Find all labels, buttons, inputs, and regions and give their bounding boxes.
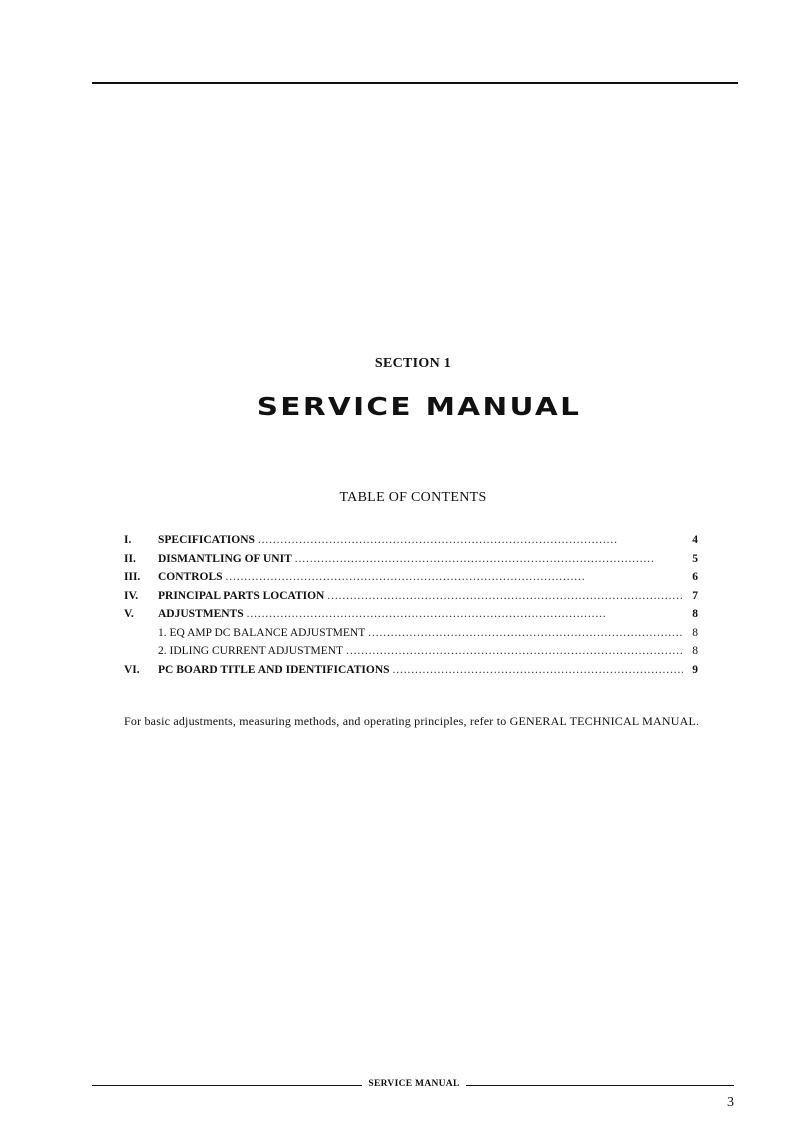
page-title: SERVICE MANUAL [256,392,582,421]
toc-entry-label: DISMANTLING OF UNIT [158,552,292,565]
toc-entry-label: SPECIFICATIONS [158,534,255,546]
toc-entry-controls [124,568,698,587]
toc-entry-page: 7 [692,589,698,602]
toc-entry-number: V. [124,608,134,620]
toc-entry-page: 9 [692,663,698,676]
toc-entry-label: PC BOARD TITLE AND IDENTIFICATIONS [158,663,390,676]
dot-leader [327,587,683,606]
toc-entry-number: VI. [124,663,140,676]
toc-entry-specifications [124,531,698,550]
toc-subentry-idling-current [124,642,698,661]
toc-entry-page: 5 [692,552,698,565]
footer-label: SERVICE MANUAL [368,1079,460,1089]
page-number: 3 [727,1095,734,1110]
dot-leader [295,550,683,569]
toc-subentry-eq-amp [124,624,698,643]
toc-entry-page: 8 [692,626,698,639]
toc-entry-label: CONTROLS [158,571,223,583]
reference-note: For basic adjustments, measuring methods, and operating principles, refer to GENERAL TECHNICAL MANUAL. [124,714,700,728]
toc-entry-dismantling [124,550,698,569]
toc-entry-label: 1. EQ AMP DC BALANCE ADJUSTMENT [158,626,366,639]
toc-entry-page: 8 [692,645,698,657]
toc-entry-adjustments [124,605,698,624]
toc-entry-label: 2. IDLING CURRENT ADJUSTMENT [158,645,344,657]
dot-leader [368,624,683,643]
toc-entry-pc-board [124,661,698,680]
footer-rule-right [466,1085,734,1086]
toc-entry-label: ADJUSTMENTS [158,608,244,620]
toc-entry-principal-parts [124,587,698,606]
top-rule [92,82,738,84]
dot-leader [247,605,683,624]
toc-entry-number: I. [124,534,132,546]
toc-entry-page: 6 [692,571,698,583]
dot-leader [226,568,683,587]
toc-entry-number: II. [124,552,136,565]
dot-leader [346,642,683,661]
toc-entry-label: PRINCIPAL PARTS LOCATION [158,589,325,602]
section-label: SECTION 1 [374,356,452,371]
dot-leader [393,661,683,680]
toc-entry-page: 8 [692,608,698,620]
toc-entry-number: III. [124,571,141,583]
footer-rule-left [92,1085,362,1086]
toc-entry-page: 4 [692,534,698,546]
toc-heading: TABLE OF CONTENTS [339,490,487,505]
table-of-contents [124,531,698,679]
toc-entry-number: IV. [124,589,139,602]
dot-leader [258,531,683,550]
